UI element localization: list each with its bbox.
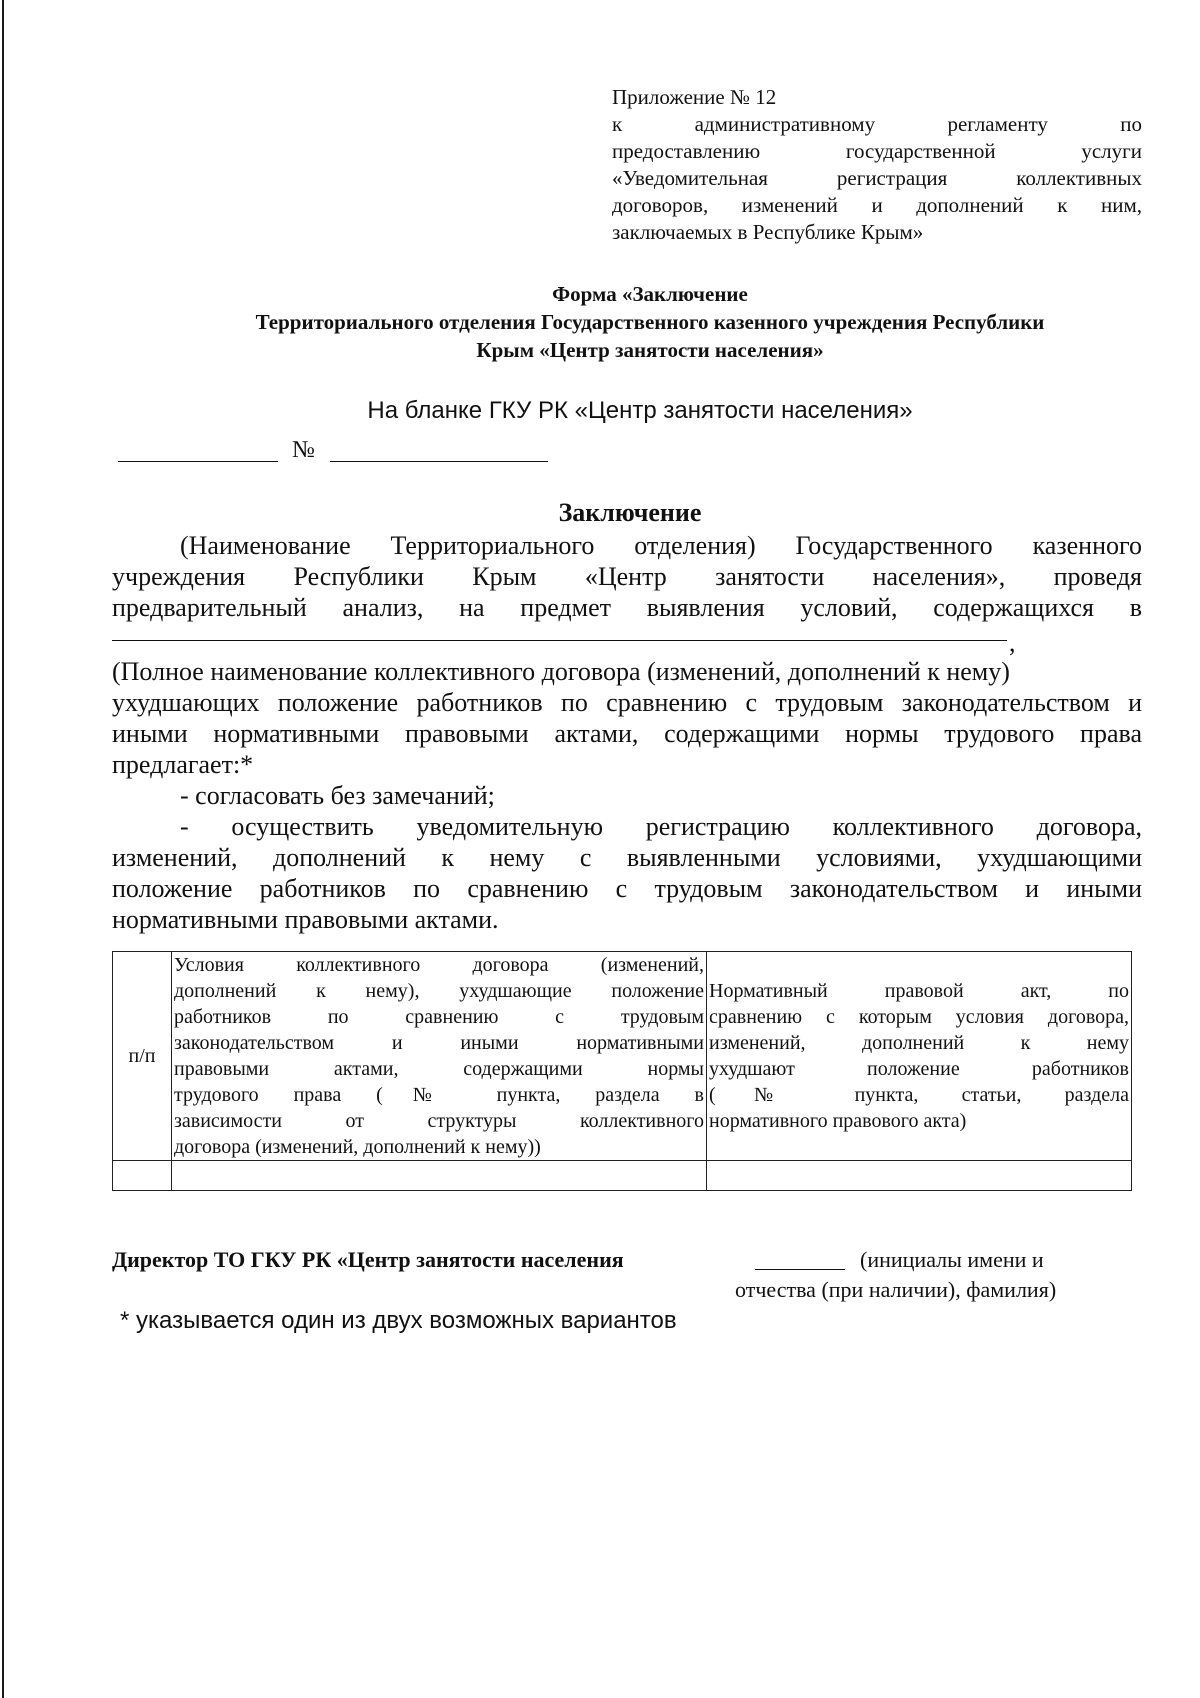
table-row [113,1161,1132,1191]
header-conditions-line: договора (изменений, дополнений к нему)) [174,1136,541,1158]
form-title-line: Форма «Заключение [552,282,748,306]
header-number: п/п [113,952,172,1161]
table-cell [707,1161,1132,1191]
paragraph-line: ухудшающих положение работников по сравнению с трудовым законодательством и [112,688,1142,717]
paragraph-line: иными нормативными правовыми актами, содержащими нормы трудового права [112,719,1142,748]
header-normative-act [707,952,1132,1161]
appendix-number: Приложение № 12 [612,85,777,109]
conditions-table [112,951,1132,1191]
name-hint-line1: (инициалы имени и [860,1247,1044,1272]
letterhead-note: На бланке ГКУ РК «Центр занятости населения» [367,397,913,424]
option-register-continuation: положение работников по сравнению с трудовым законодательством и иными [112,874,1142,903]
header-conditions [172,952,707,1161]
header-conditions-line: зависимости от структуры коллективного [174,1110,704,1132]
number-blank-line [330,460,548,462]
date-number-line [118,430,618,466]
header-conditions-line: работников по сравнению с трудовым [174,1006,704,1028]
header-conditions-line: трудового права (№ пункта, раздела в [174,1084,704,1106]
header-act-line: Нормативный правовой акт, по [709,980,1129,1002]
scan-left-edge [2,0,4,1698]
header-conditions-line: правовыми актами, содержащими нормы [174,1058,704,1080]
intro-line: учреждения Республики Крым «Центр занятости населения», проведя [112,562,1142,591]
table-cell [113,1161,172,1191]
header-conditions-line: законодательством и иными нормативными [174,1032,704,1054]
header-conditions-line: Условия коллективного договора (изменений, [174,954,704,976]
name-hint-line2: отчества (при наличии), фамилия) [735,1277,1057,1302]
form-title [150,280,1150,364]
header-act-line: (№ пункта, статьи, раздела [709,1084,1129,1106]
header-act-line: ухудшают положение работников [709,1058,1129,1080]
signature-block [112,1245,1142,1305]
intro-line: предварительный анализ, на предмет выявления условий, содержащихся в [112,593,1142,622]
signature-blank-line [755,1269,845,1270]
appendix-line: заключаемых в Республике Крым» [612,220,924,244]
blank-comma: , [1009,628,1016,657]
form-title-line: Территориального отделения Государственного казенного учреждения Республики [255,310,1045,334]
paragraph-line: предлагает:* [112,750,254,779]
form-title-line: Крым «Центр занятости населения» [476,338,824,362]
options-list [112,780,1142,935]
intro-paragraph [112,530,1142,623]
appendix-line: к административному регламенту по [612,112,1142,136]
table-cell [172,1161,707,1191]
appendix-reference [612,84,1142,246]
director-title: Директор ТО ГКУ РК «Центр занятости населения [112,1247,624,1272]
footnote: * указывается один из двух возможных вариантов [120,1307,677,1334]
header-act-line: нормативного правового акта) [709,1110,967,1132]
agreement-name-blank [112,640,1007,641]
header-act-line: изменений, дополнений к нему [709,1032,1129,1054]
option-register: - осуществить уведомительную регистрацию коллективного договора, [180,812,1142,841]
appendix-line: «Уведомительная регистрация коллективных [612,166,1142,190]
number-sign: № [292,437,315,463]
option-approve: - согласовать без замечаний; [180,781,495,810]
header-conditions-line: дополнений к нему), ухудшающие положение [174,980,704,1002]
header-act-line: сравнению с которым условия договора, [709,1006,1129,1028]
option-register-continuation: изменений, дополнений к нему с выявленными условиями, ухудшающими [112,843,1142,872]
analysis-paragraph [112,656,1142,780]
document-title: Заключение [558,498,702,527]
table-header-row [113,952,1132,1161]
paragraph-line: (Полное наименование коллективного договора (изменений, дополнений к нему) [112,657,1010,686]
appendix-line: договоров, изменений и дополнений к ним, [612,193,1142,217]
date-blank-line [118,460,278,462]
appendix-line: предоставлению государственной услуги [612,139,1142,163]
intro-line: (Наименование Территориального отделения) Государственного казенного [180,531,1142,560]
option-register-continuation: нормативными правовыми актами. [112,905,499,934]
